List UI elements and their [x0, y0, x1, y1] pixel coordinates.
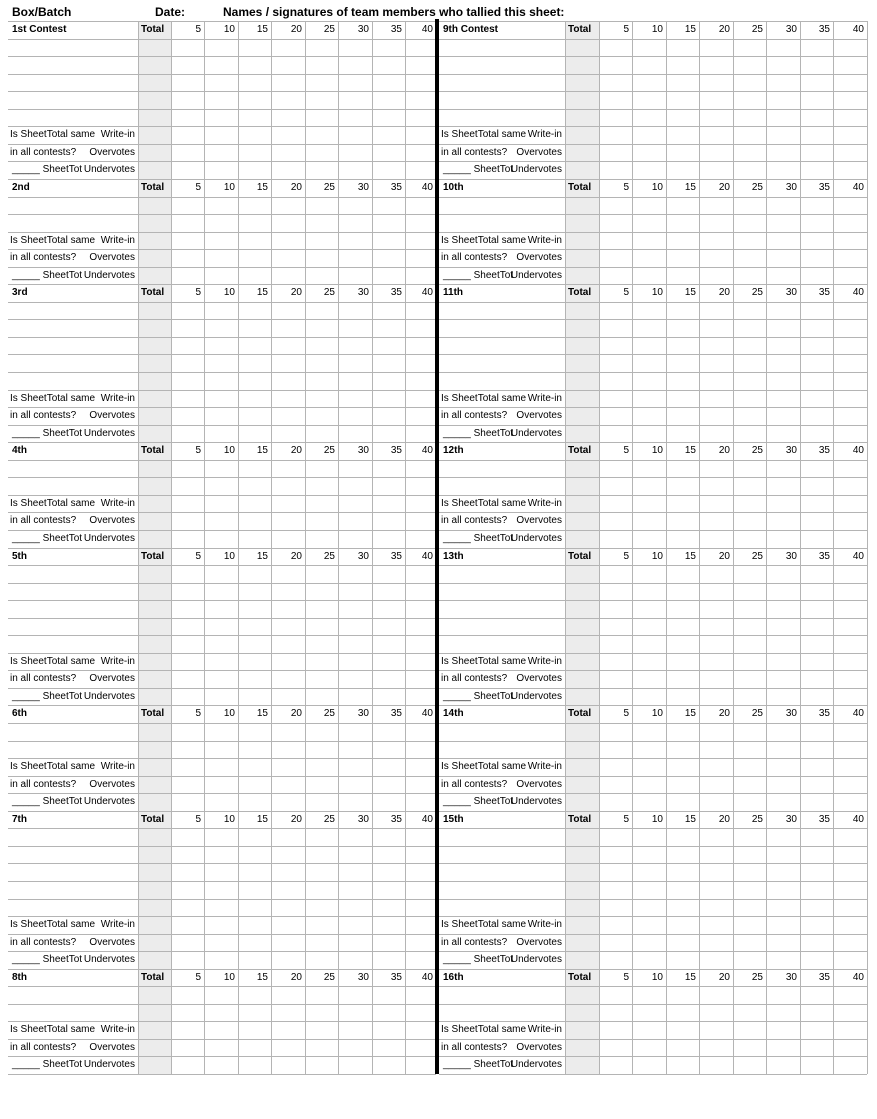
left-tally-column-40: 40	[421, 445, 433, 456]
left-tally-column-30: 30	[357, 287, 369, 298]
left-tally-column-10: 10	[223, 708, 235, 719]
right-contest-name: 14th	[443, 708, 464, 719]
right-footer-category-1: Write-in	[527, 1024, 562, 1035]
left-tally-column-10: 10	[223, 445, 235, 456]
left-tally-column-35: 35	[390, 182, 402, 193]
left-tally-column-5: 5	[195, 814, 201, 825]
right-tally-column-15: 15	[684, 972, 696, 983]
left-footer-note-3: _____ SheetTot	[12, 428, 83, 439]
left-total-header: Total	[141, 24, 165, 35]
left-tally-column-5: 5	[195, 182, 201, 193]
left-footer-note-1: Is SheetTotal same	[10, 761, 96, 772]
left-total-header: Total	[141, 445, 165, 456]
right-footer-category-3: Undervotes	[510, 164, 562, 175]
right-footer-category-1: Write-in	[527, 393, 562, 404]
right-tally-column-5: 5	[623, 972, 629, 983]
right-tally-column-20: 20	[718, 814, 730, 825]
right-total-header: Total	[568, 551, 592, 562]
left-tally-column-35: 35	[390, 24, 402, 35]
left-footer-note-3: _____ SheetTot	[12, 1059, 83, 1070]
left-footer-category-2: Overvotes	[89, 673, 135, 684]
right-footer-category-2: Overvotes	[516, 410, 562, 421]
right-total-header: Total	[568, 972, 592, 983]
left-footer-note-1: Is SheetTotal same	[10, 919, 96, 930]
right-footer-category-3: Undervotes	[510, 1059, 562, 1070]
right-row-line	[439, 214, 867, 215]
left-tally-column-20: 20	[290, 708, 302, 719]
right-footer-note-3: _____ SheetTot	[443, 533, 514, 544]
right-tally-column-10: 10	[651, 814, 663, 825]
left-tally-column-35: 35	[390, 708, 402, 719]
right-total-header: Total	[568, 814, 592, 825]
left-footer-note-1: Is SheetTotal same	[10, 498, 96, 509]
right-row-line	[439, 635, 867, 636]
right-row-line	[439, 899, 867, 900]
right-row-line	[439, 565, 867, 566]
right-tally-column-25: 25	[751, 551, 763, 562]
left-tally-column-15: 15	[256, 24, 268, 35]
right-footer-note-2: in all contests?	[441, 673, 508, 684]
right-tally-column-25: 25	[751, 972, 763, 983]
right-footer-note-1: Is SheetTotal same	[441, 656, 527, 667]
left-footer-category-3: Undervotes	[83, 270, 135, 281]
right-row-line	[439, 477, 867, 478]
left-footer-note-2: in all contests?	[10, 147, 77, 158]
left-footer-category-1: Write-in	[100, 761, 135, 772]
left-tally-column-10: 10	[223, 814, 235, 825]
left-tally-column-35: 35	[390, 972, 402, 983]
right-row-line	[439, 197, 867, 198]
right-tally-column-20: 20	[718, 972, 730, 983]
left-tally-column-40: 40	[421, 551, 433, 562]
right-tally-column-20: 20	[718, 708, 730, 719]
right-tally-column-25: 25	[751, 708, 763, 719]
right-footer-category-2: Overvotes	[516, 147, 562, 158]
left-tally-column-25: 25	[323, 24, 335, 35]
left-tally-column-40: 40	[421, 708, 433, 719]
right-tally-column-30: 30	[785, 708, 797, 719]
left-footer-note-2: in all contests?	[10, 779, 77, 790]
right-footer-note-2: in all contests?	[441, 779, 508, 790]
left-footer-category-1: Write-in	[100, 235, 135, 246]
names-signatures-label: Names / signatures of team members who tallied this sheet:	[223, 5, 565, 19]
right-tally-column-10: 10	[651, 287, 663, 298]
right-footer-category-2: Overvotes	[516, 779, 562, 790]
left-tally-column-35: 35	[390, 287, 402, 298]
right-row-line	[439, 74, 867, 75]
right-total-header: Total	[568, 445, 592, 456]
left-tally-column-25: 25	[323, 551, 335, 562]
right-tally-column-20: 20	[718, 24, 730, 35]
left-footer-category-2: Overvotes	[89, 515, 135, 526]
left-footer-note-1: Is SheetTotal same	[10, 129, 96, 140]
right-row-line	[439, 618, 867, 619]
left-tally-column-25: 25	[323, 972, 335, 983]
left-tally-column-15: 15	[256, 551, 268, 562]
right-footer-category-3: Undervotes	[510, 691, 562, 702]
left-tally-column-40: 40	[421, 287, 433, 298]
right-row-line	[439, 56, 867, 57]
right-tally-column-10: 10	[651, 24, 663, 35]
right-tally-column-35: 35	[818, 287, 830, 298]
left-tally-column-30: 30	[357, 814, 369, 825]
right-tally-column-35: 35	[818, 445, 830, 456]
right-tally-column-5: 5	[623, 814, 629, 825]
center-divider	[435, 19, 439, 1074]
left-footer-category-2: Overvotes	[89, 252, 135, 263]
right-tally-column-35: 35	[818, 182, 830, 193]
right-row-line	[439, 354, 867, 355]
left-tally-column-30: 30	[357, 445, 369, 456]
right-row-line	[439, 1004, 867, 1005]
left-footer-category-2: Overvotes	[89, 147, 135, 158]
right-row-line	[439, 881, 867, 882]
right-tally-column-25: 25	[751, 182, 763, 193]
left-tally-column-35: 35	[390, 445, 402, 456]
right-tally-column-10: 10	[651, 551, 663, 562]
right-contest-name: 16th	[443, 972, 464, 983]
left-footer-category-3: Undervotes	[83, 954, 135, 965]
right-row-line	[439, 846, 867, 847]
left-footer-note-3: _____ SheetTot	[12, 270, 83, 281]
right-footer-note-3: _____ SheetTot	[443, 954, 514, 965]
right-column-line	[867, 21, 868, 1074]
right-row-line	[439, 39, 867, 40]
right-row-line	[439, 828, 867, 829]
right-row-line	[439, 600, 867, 601]
left-tally-column-25: 25	[323, 287, 335, 298]
right-tally-column-25: 25	[751, 445, 763, 456]
right-tally-column-15: 15	[684, 708, 696, 719]
right-footer-note-1: Is SheetTotal same	[441, 129, 527, 140]
right-footer-note-1: Is SheetTotal same	[441, 761, 527, 772]
left-tally-column-25: 25	[323, 182, 335, 193]
left-footer-note-2: in all contests?	[10, 673, 77, 684]
right-tally-column-5: 5	[623, 24, 629, 35]
left-total-header: Total	[141, 708, 165, 719]
right-footer-category-1: Write-in	[527, 919, 562, 930]
right-footer-category-3: Undervotes	[510, 270, 562, 281]
left-tally-column-30: 30	[357, 708, 369, 719]
left-tally-column-25: 25	[323, 814, 335, 825]
right-contest-name: 10th	[443, 182, 464, 193]
left-tally-column-5: 5	[195, 445, 201, 456]
right-tally-column-40: 40	[852, 972, 864, 983]
right-row-line	[439, 1074, 867, 1075]
left-footer-note-3: _____ SheetTot	[12, 533, 83, 544]
right-footer-note-2: in all contests?	[441, 937, 508, 948]
left-footer-note-3: _____ SheetTot	[12, 954, 83, 965]
left-tally-column-10: 10	[223, 551, 235, 562]
left-tally-column-10: 10	[223, 972, 235, 983]
left-tally-column-5: 5	[195, 972, 201, 983]
right-tally-column-40: 40	[852, 182, 864, 193]
right-tally-column-30: 30	[785, 972, 797, 983]
right-tally-column-15: 15	[684, 445, 696, 456]
left-contest-name: 7th	[12, 814, 27, 825]
left-footer-category-2: Overvotes	[89, 1042, 135, 1053]
left-contest-name: 5th	[12, 551, 27, 562]
right-tally-column-35: 35	[818, 551, 830, 562]
right-footer-category-1: Write-in	[527, 498, 562, 509]
right-tally-column-15: 15	[684, 814, 696, 825]
right-footer-note-2: in all contests?	[441, 252, 508, 263]
left-tally-column-10: 10	[223, 182, 235, 193]
right-total-header: Total	[568, 287, 592, 298]
right-footer-category-3: Undervotes	[510, 428, 562, 439]
left-footer-category-3: Undervotes	[83, 428, 135, 439]
right-footer-note-1: Is SheetTotal same	[441, 1024, 527, 1035]
left-footer-category-2: Overvotes	[89, 779, 135, 790]
right-contest-name: 9th Contest	[443, 24, 498, 35]
right-tally-column-30: 30	[785, 24, 797, 35]
right-footer-note-2: in all contests?	[441, 410, 508, 421]
left-tally-column-30: 30	[357, 182, 369, 193]
right-tally-column-5: 5	[623, 182, 629, 193]
right-footer-note-3: _____ SheetTot	[443, 1059, 514, 1070]
right-tally-column-20: 20	[718, 551, 730, 562]
left-footer-category-1: Write-in	[100, 129, 135, 140]
left-tally-column-30: 30	[357, 24, 369, 35]
left-contest-name: 1st Contest	[12, 24, 67, 35]
right-tally-column-10: 10	[651, 708, 663, 719]
left-tally-column-5: 5	[195, 708, 201, 719]
left-tally-column-15: 15	[256, 182, 268, 193]
left-contest-name: 6th	[12, 708, 27, 719]
left-tally-column-30: 30	[357, 551, 369, 562]
left-footer-category-3: Undervotes	[83, 1059, 135, 1070]
left-footer-category-3: Undervotes	[83, 164, 135, 175]
left-total-header: Total	[141, 287, 165, 298]
right-footer-note-3: _____ SheetTot	[443, 428, 514, 439]
left-total-header: Total	[141, 182, 165, 193]
left-footer-category-1: Write-in	[100, 393, 135, 404]
right-footer-note-3: _____ SheetTot	[443, 270, 514, 281]
right-tally-column-5: 5	[623, 708, 629, 719]
left-tally-column-20: 20	[290, 445, 302, 456]
left-total-header: Total	[141, 814, 165, 825]
box-batch-label: Box/Batch	[12, 5, 72, 19]
right-footer-note-1: Is SheetTotal same	[441, 393, 527, 404]
left-tally-column-5: 5	[195, 287, 201, 298]
right-tally-column-25: 25	[751, 24, 763, 35]
right-tally-column-25: 25	[751, 287, 763, 298]
left-footer-note-2: in all contests?	[10, 410, 77, 421]
right-contest-name: 11th	[443, 287, 464, 298]
left-tally-column-20: 20	[290, 551, 302, 562]
right-footer-category-1: Write-in	[527, 235, 562, 246]
left-footer-note-1: Is SheetTotal same	[10, 656, 96, 667]
left-footer-category-1: Write-in	[100, 498, 135, 509]
right-tally-column-20: 20	[718, 445, 730, 456]
right-row-line	[439, 583, 867, 584]
left-tally-column-25: 25	[323, 445, 335, 456]
right-footer-category-3: Undervotes	[510, 533, 562, 544]
right-tally-column-15: 15	[684, 24, 696, 35]
left-tally-column-15: 15	[256, 972, 268, 983]
left-footer-note-1: Is SheetTotal same	[10, 1024, 96, 1035]
right-tally-column-10: 10	[651, 972, 663, 983]
right-tally-column-5: 5	[623, 287, 629, 298]
right-tally-column-40: 40	[852, 24, 864, 35]
left-tally-column-20: 20	[290, 24, 302, 35]
left-tally-column-15: 15	[256, 708, 268, 719]
left-tally-column-15: 15	[256, 287, 268, 298]
right-tally-column-35: 35	[818, 708, 830, 719]
right-row-line	[439, 460, 867, 461]
left-contest-name: 3rd	[12, 287, 28, 298]
right-footer-category-2: Overvotes	[516, 937, 562, 948]
right-footer-note-3: _____ SheetTot	[443, 796, 514, 807]
right-row-line	[439, 741, 867, 742]
right-contest-name: 13th	[443, 551, 464, 562]
right-tally-column-40: 40	[852, 445, 864, 456]
left-footer-note-2: in all contests?	[10, 937, 77, 948]
right-tally-column-5: 5	[623, 445, 629, 456]
right-tally-column-40: 40	[852, 551, 864, 562]
right-tally-column-35: 35	[818, 24, 830, 35]
right-total-header: Total	[568, 24, 592, 35]
right-tally-column-20: 20	[718, 182, 730, 193]
left-tally-column-40: 40	[421, 24, 433, 35]
left-tally-column-5: 5	[195, 551, 201, 562]
left-row-line	[8, 1074, 436, 1075]
left-footer-category-1: Write-in	[100, 1024, 135, 1035]
right-footer-note-2: in all contests?	[441, 147, 508, 158]
left-footer-category-3: Undervotes	[83, 796, 135, 807]
right-footer-note-1: Is SheetTotal same	[441, 919, 527, 930]
left-tally-column-40: 40	[421, 182, 433, 193]
right-footer-note-3: _____ SheetTot	[443, 164, 514, 175]
left-tally-column-20: 20	[290, 287, 302, 298]
left-footer-note-3: _____ SheetTot	[12, 796, 83, 807]
right-total-header: Total	[568, 708, 592, 719]
left-tally-column-35: 35	[390, 551, 402, 562]
right-footer-category-3: Undervotes	[510, 954, 562, 965]
left-footer-category-1: Write-in	[100, 919, 135, 930]
left-tally-column-35: 35	[390, 814, 402, 825]
right-row-line	[439, 319, 867, 320]
right-tally-column-10: 10	[651, 445, 663, 456]
left-footer-category-2: Overvotes	[89, 410, 135, 421]
right-row-line	[439, 723, 867, 724]
left-footer-note-3: _____ SheetTot	[12, 164, 83, 175]
right-tally-column-30: 30	[785, 814, 797, 825]
right-row-line	[439, 109, 867, 110]
left-tally-column-15: 15	[256, 814, 268, 825]
right-tally-column-35: 35	[818, 972, 830, 983]
right-tally-column-20: 20	[718, 287, 730, 298]
right-tally-column-30: 30	[785, 182, 797, 193]
right-footer-note-1: Is SheetTotal same	[441, 235, 527, 246]
right-tally-column-15: 15	[684, 182, 696, 193]
right-row-line	[439, 863, 867, 864]
right-tally-column-30: 30	[785, 445, 797, 456]
left-tally-column-20: 20	[290, 182, 302, 193]
left-tally-column-10: 10	[223, 287, 235, 298]
right-footer-note-3: _____ SheetTot	[443, 691, 514, 702]
left-footer-category-3: Undervotes	[83, 533, 135, 544]
right-footer-category-2: Overvotes	[516, 252, 562, 263]
right-tally-column-35: 35	[818, 814, 830, 825]
left-contest-name: 2nd	[12, 182, 30, 193]
left-tally-column-25: 25	[323, 708, 335, 719]
left-contest-name: 4th	[12, 445, 27, 456]
right-tally-column-40: 40	[852, 287, 864, 298]
right-contest-name: 12th	[443, 445, 464, 456]
right-footer-category-1: Write-in	[527, 656, 562, 667]
left-tally-column-30: 30	[357, 972, 369, 983]
right-tally-column-10: 10	[651, 182, 663, 193]
left-tally-column-40: 40	[421, 814, 433, 825]
left-total-header: Total	[141, 972, 165, 983]
right-column-line	[565, 21, 566, 1074]
left-footer-category-3: Undervotes	[83, 691, 135, 702]
right-tally-column-40: 40	[852, 814, 864, 825]
left-footer-note-1: Is SheetTotal same	[10, 393, 96, 404]
right-tally-column-15: 15	[684, 287, 696, 298]
left-footer-note-2: in all contests?	[10, 1042, 77, 1053]
right-tally-column-5: 5	[623, 551, 629, 562]
left-total-header: Total	[141, 551, 165, 562]
left-tally-column-20: 20	[290, 972, 302, 983]
left-tally-column-10: 10	[223, 24, 235, 35]
left-footer-note-1: Is SheetTotal same	[10, 235, 96, 246]
right-tally-column-40: 40	[852, 708, 864, 719]
right-tally-column-30: 30	[785, 551, 797, 562]
right-footer-note-2: in all contests?	[441, 515, 508, 526]
right-tally-column-15: 15	[684, 551, 696, 562]
left-column-line	[138, 21, 139, 1074]
right-row-line	[439, 337, 867, 338]
right-contest-name: 15th	[443, 814, 464, 825]
right-tally-column-25: 25	[751, 814, 763, 825]
left-tally-column-40: 40	[421, 972, 433, 983]
right-total-header: Total	[568, 182, 592, 193]
left-tally-column-15: 15	[256, 445, 268, 456]
left-footer-category-1: Write-in	[100, 656, 135, 667]
left-tally-column-20: 20	[290, 814, 302, 825]
right-row-line	[439, 91, 867, 92]
right-footer-category-2: Overvotes	[516, 1042, 562, 1053]
right-row-line	[439, 302, 867, 303]
left-footer-category-2: Overvotes	[89, 937, 135, 948]
right-footer-note-1: Is SheetTotal same	[441, 498, 527, 509]
left-footer-note-2: in all contests?	[10, 252, 77, 263]
right-row-line	[439, 986, 867, 987]
right-row-line	[439, 372, 867, 373]
right-footer-category-1: Write-in	[527, 129, 562, 140]
left-contest-name: 8th	[12, 972, 27, 983]
right-footer-category-3: Undervotes	[510, 796, 562, 807]
right-footer-category-2: Overvotes	[516, 515, 562, 526]
right-footer-note-2: in all contests?	[441, 1042, 508, 1053]
right-footer-category-2: Overvotes	[516, 673, 562, 684]
right-footer-category-1: Write-in	[527, 761, 562, 772]
date-label: Date:	[155, 5, 186, 19]
left-footer-note-2: in all contests?	[10, 515, 77, 526]
left-tally-column-5: 5	[195, 24, 201, 35]
left-footer-note-3: _____ SheetTot	[12, 691, 83, 702]
right-tally-column-30: 30	[785, 287, 797, 298]
